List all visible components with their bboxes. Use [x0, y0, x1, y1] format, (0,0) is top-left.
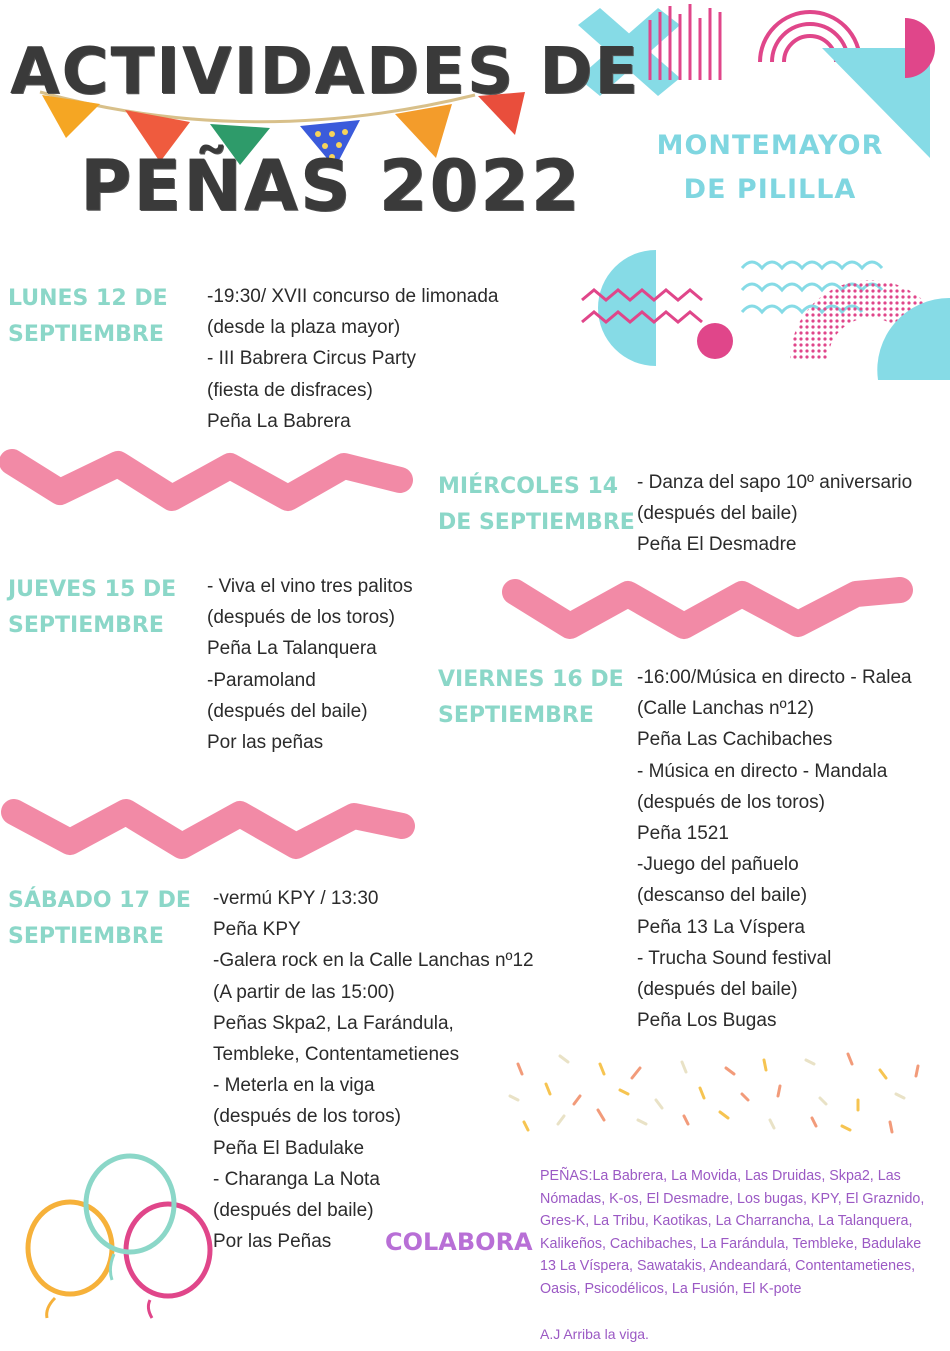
- activity-line: - Charanga La Nota: [213, 1168, 380, 1190]
- activity-line: Peña Los Bugas: [637, 1010, 777, 1032]
- activity-line: Peña La Babrera: [207, 410, 351, 432]
- confetti-shape: [510, 1054, 918, 1132]
- colabora-label: COLABORA: [385, 1228, 533, 1256]
- activity-line: (después del baile): [637, 978, 798, 1000]
- penas-line: Nómadas, K-os, El Desmadre, Los bugas, KPY, El Graznido,: [540, 1190, 925, 1207]
- pink-wave-3: [14, 812, 402, 846]
- activity-line: Peña El Desmadre: [637, 534, 797, 556]
- title-line-2: PEÑAS 2022: [80, 145, 582, 227]
- activity-line: Peña KPY: [213, 919, 301, 941]
- day-label-line: VIERNES 16 DE: [438, 667, 624, 692]
- pink-lines-shape: [650, 4, 720, 80]
- penas-line: Gres-K, La Tribu, Kaotikas, La Charrancha, La Talanquera,: [540, 1213, 913, 1230]
- activity-line: (después de los toros): [637, 791, 825, 813]
- activity-line: -16:00/Música en directo - Ralea: [637, 667, 912, 688]
- activity-line: (descanso del baile): [637, 885, 808, 907]
- balloon-orange: [28, 1202, 112, 1294]
- activities-saturday: [213, 883, 534, 1257]
- activity-line: -vermú KPY / 13:30: [213, 888, 379, 909]
- activity-line: - Música en directo - Mandala: [637, 760, 888, 782]
- activity-line: Peña Las Cachibaches: [637, 729, 833, 751]
- balloons-illustration: [28, 1156, 210, 1318]
- activity-line: Peñas Skpa2, La Farándula,: [213, 1012, 454, 1034]
- magenta-half-circle: [905, 18, 935, 78]
- penas-line: Oasis, Psicodélicos, La Fusión, El K-pote: [540, 1280, 802, 1297]
- activities-wednesday: [637, 467, 912, 561]
- day-label-saturday: [8, 883, 191, 955]
- activities-monday: [207, 281, 499, 437]
- activity-line: Peña La Talanquera: [207, 638, 377, 660]
- activity-line: - Viva el vino tres palitos: [207, 576, 413, 597]
- activity-line: - III Babrera Circus Party: [207, 348, 417, 370]
- activity-line: -Paramoland: [207, 669, 316, 691]
- penas-line: Kalikeños, Cachibaches, La Farándula, Tembleke, Badulake: [540, 1235, 922, 1252]
- activity-line: - Danza del sapo 10º aniversario: [637, 472, 913, 493]
- cyan-half-circle-left: [598, 250, 656, 366]
- day-label-line: MIÉRCOLES 14: [438, 474, 619, 499]
- signature: A.J Arriba la viga.: [540, 1326, 649, 1342]
- day-label-line: SÁBADO 17 DE: [8, 888, 191, 913]
- penas-line: 13 La Víspera, Sawatakis, Andeandará, Contentametienes,: [540, 1258, 916, 1275]
- activity-line: Peña 1521: [637, 822, 729, 844]
- day-label-line: SEPTIEMBRE: [8, 322, 164, 347]
- day-label-line: DE SEPTIEMBRE: [438, 510, 635, 535]
- title-line-1: ACTIVIDADES DE: [10, 35, 641, 109]
- activity-line: Tembleke, Contentametienes: [213, 1043, 460, 1065]
- activity-line: (después del baile): [637, 503, 798, 525]
- day-label-wednesday: [438, 469, 635, 541]
- penas-line: PEÑAS:La Babrera, La Movida, Las Druidas, Skpa2, Las: [540, 1168, 901, 1184]
- activity-line: (después de los toros): [207, 607, 395, 629]
- magenta-dot-shape: [697, 323, 733, 359]
- day-label-friday: [438, 662, 624, 734]
- activity-line: (después del baile): [207, 700, 368, 722]
- town-name-line-2: DE PILILLA: [683, 174, 857, 205]
- day-label-monday: [8, 281, 168, 353]
- pink-wave-2: [515, 590, 900, 626]
- activity-line: -19:30/ XVII concurso de limonada: [207, 286, 499, 307]
- day-label-line: JUEVES 15 DE: [8, 577, 177, 602]
- activity-line: Peña 13 La Víspera: [637, 916, 805, 938]
- activity-line: Por las peñas: [207, 731, 324, 753]
- activities-thursday: [207, 571, 413, 758]
- activity-line: (Calle Lanchas nº12): [637, 698, 814, 720]
- activity-line: (A partir de las 15:00): [213, 981, 395, 1003]
- activity-line: (desde la plaza mayor): [207, 317, 401, 339]
- activity-line: - Trucha Sound festival: [637, 947, 832, 969]
- activity-line: - Meterla en la viga: [213, 1075, 375, 1097]
- activity-line: Por las Peñas: [213, 1231, 332, 1253]
- activities-friday: [637, 662, 912, 1036]
- day-label-thursday: [8, 572, 176, 644]
- activity-line: -Juego del pañuelo: [637, 854, 799, 876]
- day-label-line: SEPTIEMBRE: [8, 924, 164, 949]
- activity-line: -Galera rock en la Calle Lanchas nº12: [213, 950, 534, 972]
- pink-wave-1: [12, 462, 400, 498]
- activity-line: Peña El Badulake: [213, 1137, 365, 1159]
- town-name-line-1: MONTEMAYOR: [656, 130, 884, 161]
- day-label-line: SEPTIEMBRE: [8, 613, 164, 638]
- activity-line: (fiesta de disfraces): [207, 379, 373, 401]
- activity-line: (después del baile): [213, 1199, 374, 1221]
- day-label-line: LUNES 12 DE: [8, 286, 168, 311]
- penas-list: [540, 1165, 950, 1301]
- activity-line: (después de los toros): [213, 1106, 401, 1128]
- day-label-line: SEPTIEMBRE: [438, 703, 594, 728]
